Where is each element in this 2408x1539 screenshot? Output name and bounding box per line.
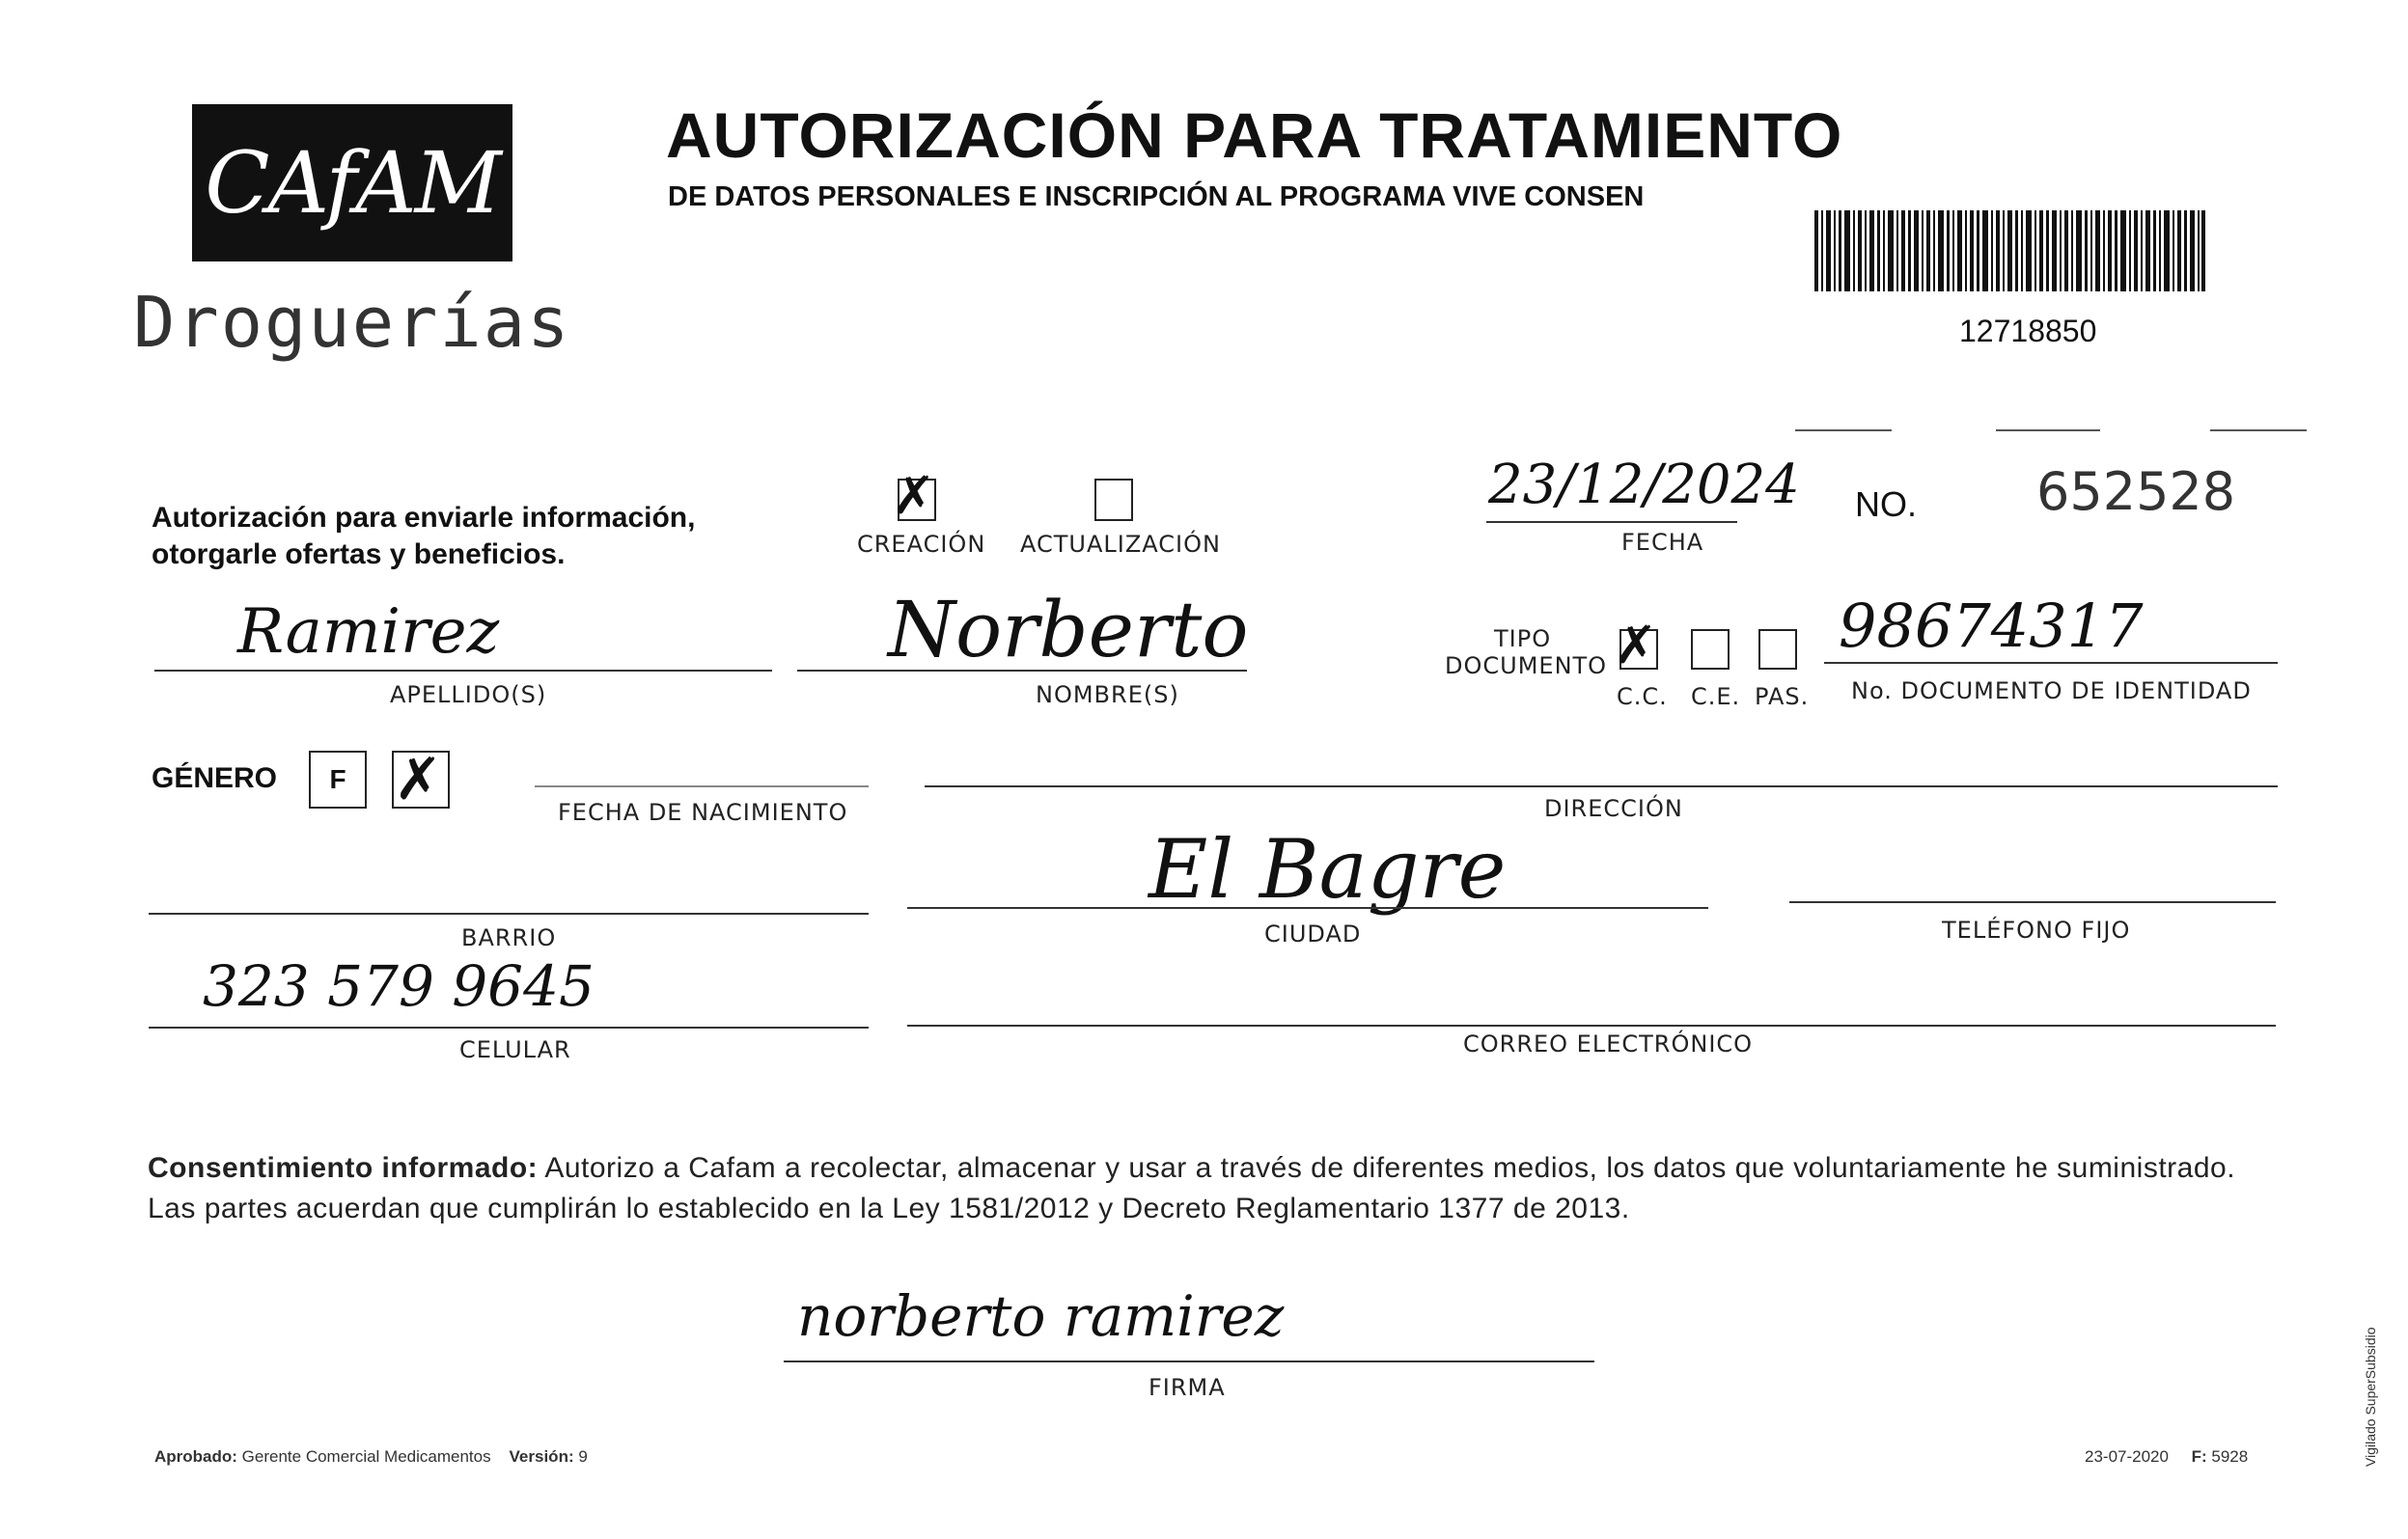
name-line bbox=[797, 670, 1247, 672]
footer-approved-value: Gerente Comercial Medicamentos bbox=[241, 1447, 491, 1466]
update-label: ACTUALIZACIÓN bbox=[1020, 531, 1221, 558]
authorization-text-line1: Autorización para enviarle información, bbox=[152, 502, 696, 534]
date-value: 23/12/2024 bbox=[1488, 453, 1800, 516]
gender-f-label: F bbox=[329, 764, 346, 794]
gender-label: GÉNERO bbox=[152, 762, 278, 794]
birth-date-label: FECHA DE NACIMIENTO bbox=[558, 799, 848, 826]
name-value: Norberto bbox=[888, 585, 1249, 674]
date-label: FECHA bbox=[1621, 529, 1704, 556]
doc-type-option-cc: C.C. bbox=[1617, 683, 1668, 710]
form-title: AUTORIZACIÓN PARA TRATAMIENTO bbox=[666, 99, 1843, 171]
signature-line bbox=[784, 1360, 1594, 1362]
update-checkbox[interactable] bbox=[1094, 479, 1133, 521]
mobile-line bbox=[149, 1027, 869, 1029]
footer-form-info bbox=[2085, 1447, 2248, 1467]
authorization-text-line2: otorgarle ofertas y beneficios. bbox=[152, 538, 566, 570]
footer-form-value: 5928 bbox=[2211, 1447, 2249, 1466]
doc-type-label-line1: TIPO bbox=[1494, 625, 1552, 652]
doc-type-label-line2: DOCUMENTO bbox=[1445, 652, 1608, 679]
logo-subtitle: Droguerías bbox=[133, 282, 571, 363]
number-top-line-2 bbox=[1996, 429, 2100, 431]
barcode-number: 12718850 bbox=[1959, 314, 2097, 348]
signature-label: FIRMA bbox=[1149, 1374, 1226, 1401]
gender-m-check-mark: ✗ bbox=[394, 746, 443, 813]
cafam-logo bbox=[192, 104, 512, 261]
surname-line bbox=[154, 670, 772, 672]
consent-heading: Consentimiento informado: bbox=[148, 1152, 539, 1184]
doc-type-option-ce: C.E. bbox=[1691, 683, 1741, 710]
city-label: CIUDAD bbox=[1264, 921, 1362, 948]
footer-version-value: 9 bbox=[578, 1447, 588, 1466]
form-subtitle: DE DATOS PERSONALES E INSCRIPCIÓN AL PROGRAMA VIVE CONSEN bbox=[668, 181, 1645, 212]
doc-type-pas-checkbox[interactable] bbox=[1758, 629, 1797, 670]
address-label: DIRECCIÓN bbox=[1544, 795, 1683, 822]
email-label: CORREO ELECTRÓNICO bbox=[1463, 1031, 1754, 1058]
doc-number-line bbox=[1824, 662, 2278, 664]
logo-text: CAfAM bbox=[205, 133, 500, 233]
footer-approval bbox=[154, 1447, 588, 1467]
number-top-line bbox=[1795, 429, 1892, 431]
neighborhood-label: BARRIO bbox=[461, 924, 557, 951]
footer-approved-label: Aprobado: bbox=[154, 1447, 237, 1466]
consent-text: Autorizo a Cafam a recolectar, almacenar y usar a través de diferentes medios, los datos que voluntariamente he suministrado. Las partes acuerdan que cumplirán lo establecido en la Ley 1581/2012 y Decreto Reglamentario 1377 de 2013. bbox=[148, 1152, 2236, 1224]
number-top-line-3 bbox=[2210, 429, 2307, 431]
creation-label: CREACIÓN bbox=[857, 531, 986, 558]
doc-type-cc-check-mark: ✗ bbox=[1614, 615, 1658, 675]
surname-label: APELLIDO(S) bbox=[390, 681, 547, 708]
mobile-value: 323 579 9645 bbox=[203, 953, 595, 1019]
address-line bbox=[925, 785, 2278, 787]
landline-line bbox=[1789, 901, 2276, 903]
doc-number-value: 98674317 bbox=[1839, 591, 2144, 661]
city-value: El Bagre bbox=[1149, 822, 1507, 917]
barcode-icon bbox=[1814, 210, 2205, 291]
gender-f-checkbox[interactable] bbox=[309, 751, 367, 809]
signature-value: norberto ramirez bbox=[797, 1283, 1285, 1349]
mobile-label: CELULAR bbox=[459, 1036, 571, 1063]
date-line bbox=[1486, 521, 1737, 523]
doc-number-label: No. DOCUMENTO DE IDENTIDAD bbox=[1851, 677, 2252, 704]
consent-paragraph bbox=[148, 1148, 2281, 1229]
number-value: 652528 bbox=[2036, 461, 2236, 522]
footer-date: 23-07-2020 bbox=[2085, 1447, 2169, 1466]
name-label: NOMBRE(S) bbox=[1036, 681, 1179, 708]
neighborhood-line bbox=[149, 913, 869, 915]
email-line bbox=[907, 1025, 2276, 1027]
landline-label: TELÉFONO FIJO bbox=[1942, 917, 2131, 944]
surname-value: Ramirez bbox=[237, 596, 500, 668]
birth-date-line bbox=[535, 785, 869, 787]
supersubsidio-side-text: Vigilado SuperSubsidio bbox=[2363, 1327, 2378, 1467]
doc-type-ce-checkbox[interactable] bbox=[1691, 629, 1730, 670]
footer-version-label: Versión: bbox=[509, 1447, 574, 1466]
footer-form-label: F: bbox=[2191, 1447, 2207, 1466]
number-label: NO. bbox=[1855, 484, 1918, 524]
city-line bbox=[907, 907, 1708, 909]
creation-check-mark: ✗ bbox=[892, 465, 936, 526]
doc-type-option-pas: PAS. bbox=[1755, 683, 1810, 710]
